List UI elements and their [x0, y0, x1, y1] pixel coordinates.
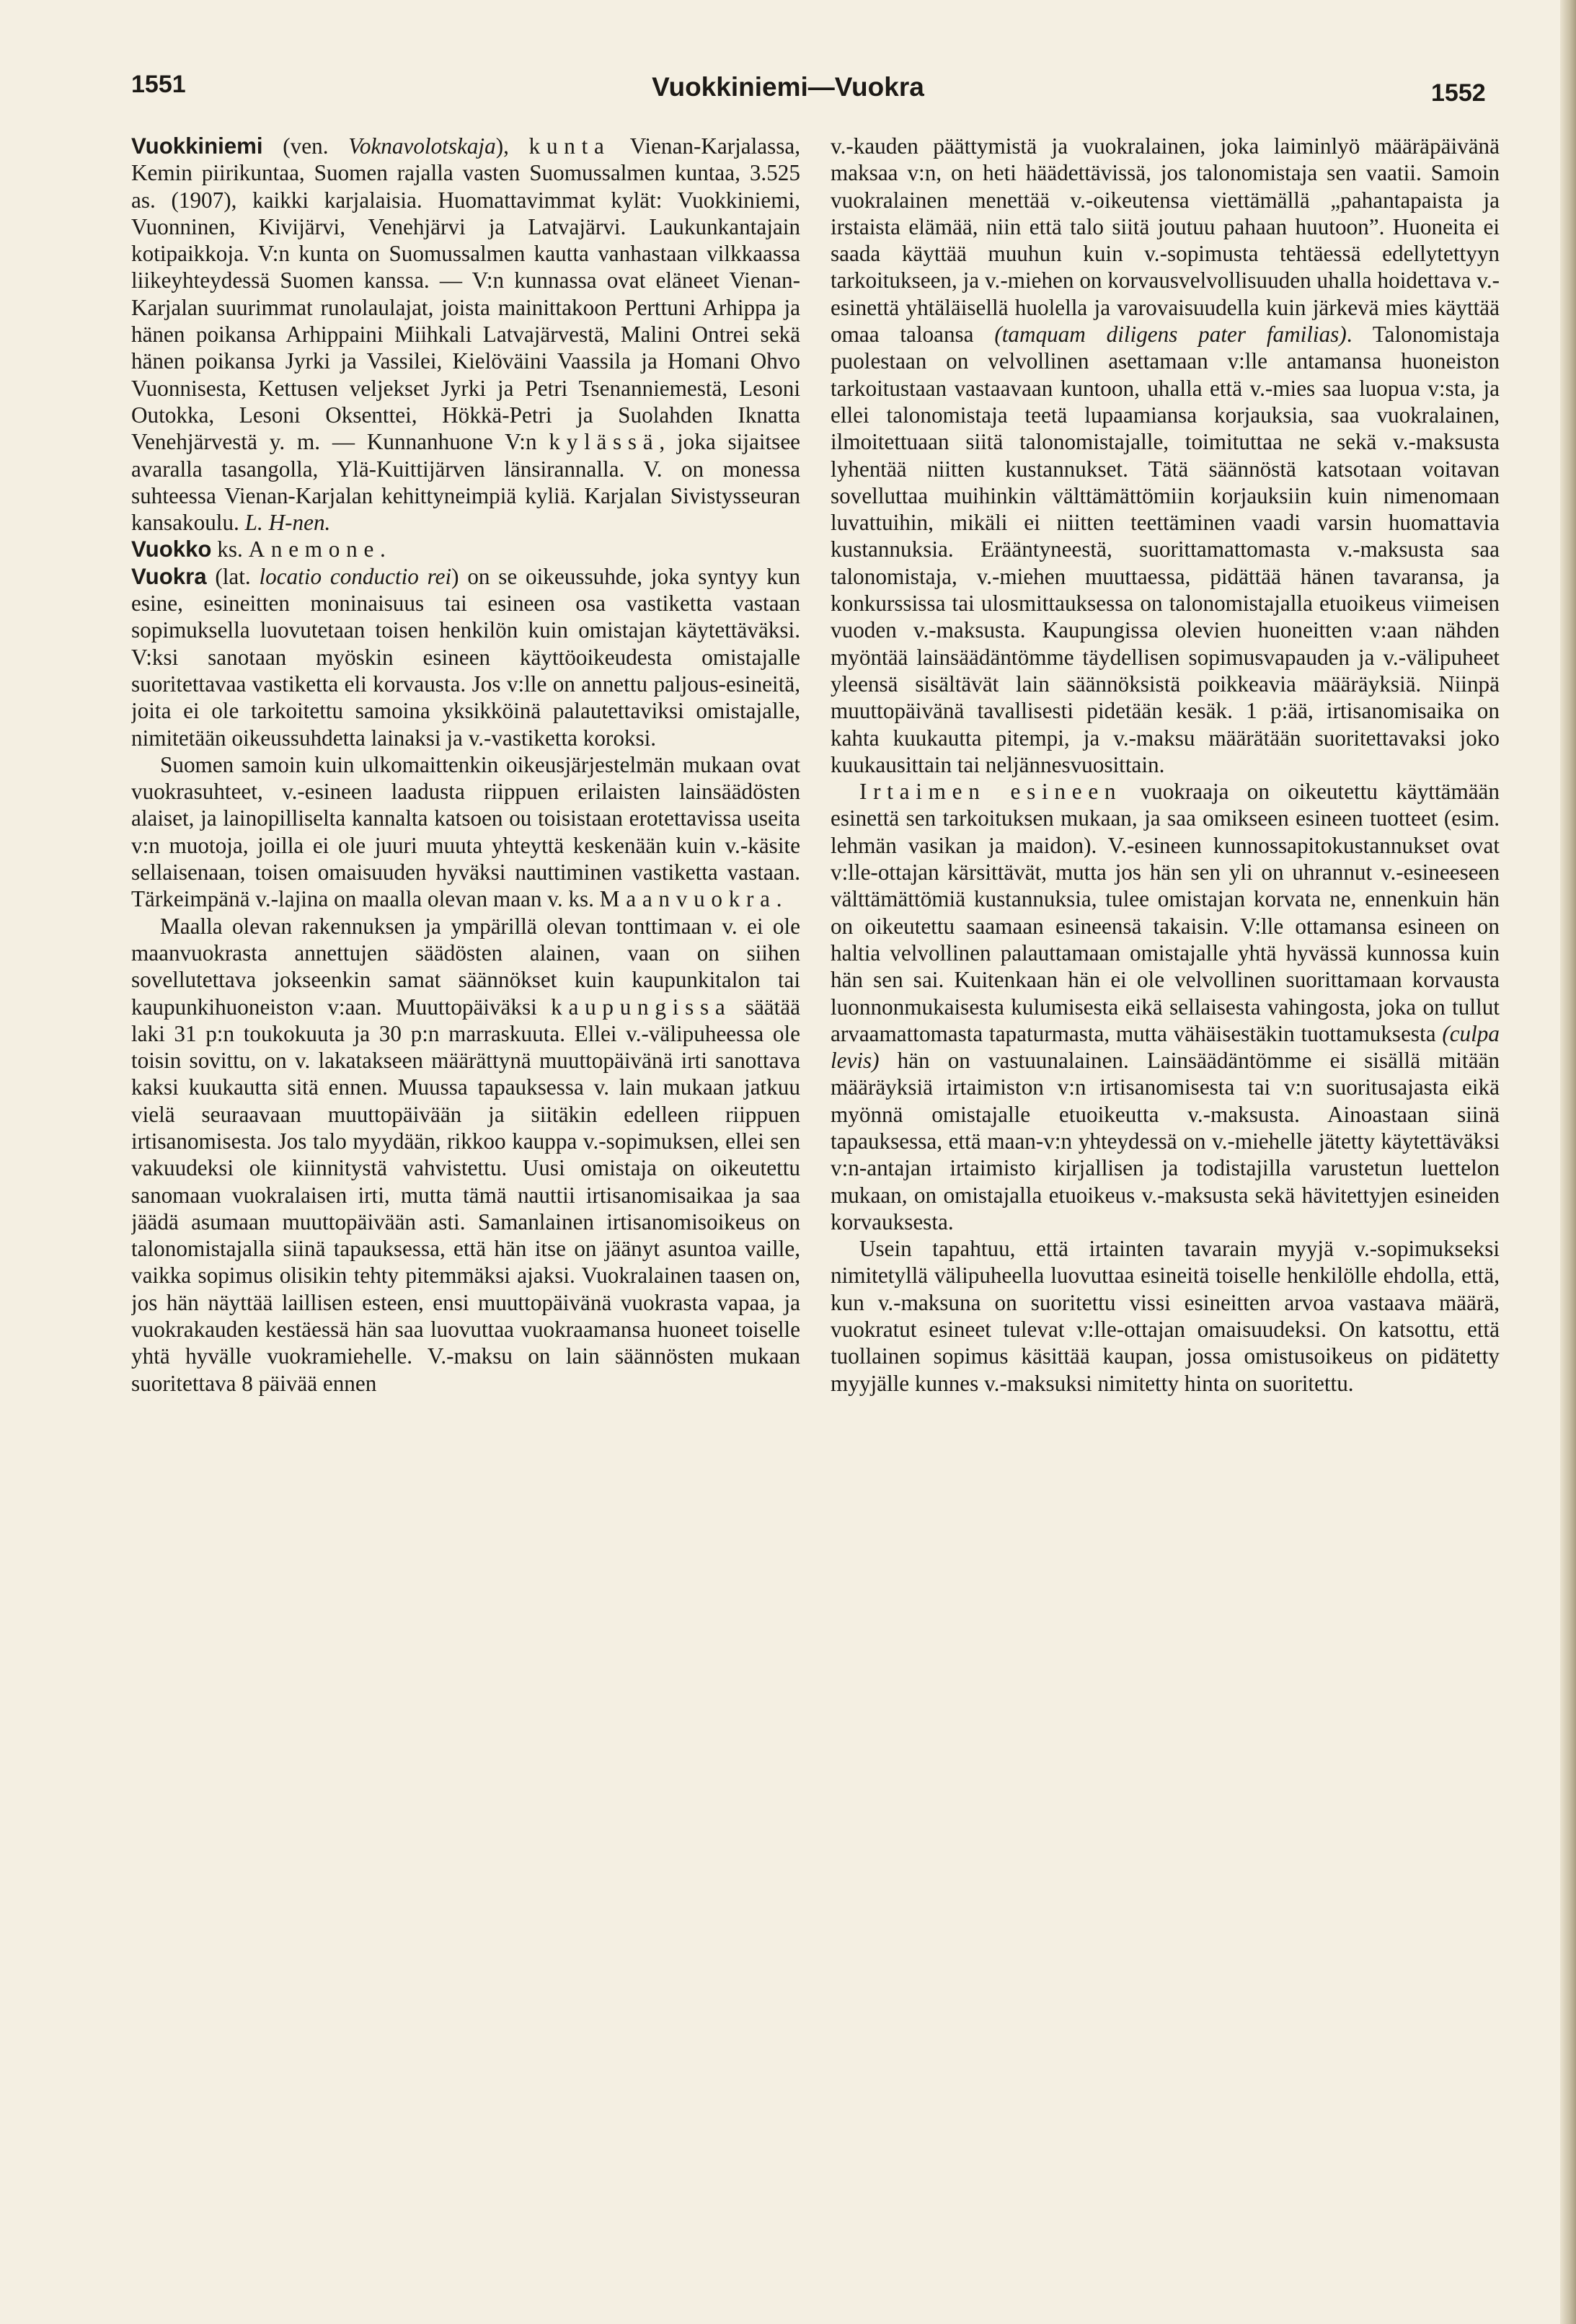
scan-page-edge	[1560, 0, 1576, 2324]
paragraph: Maalla olevan rakennuksen ja ympärillä olevan tonttimaan v. ei ole maanvuokrasta annettujen säädösten alainen, vaan on siihen sovellutettava jokseenkin samat säännökset kuin kaupunkitalon tai kaupunkihuoneiston v:aan. Muuttopäiväksi kaupungissa säätää laki 31 p:n toukokuuta ja 30 p:n marraskuuta. Ellei v.-välipuheessa ole toisin sovittu, on v. lakatakseen määrättynä muuttopäivänä irti sanottava kaksi kuukautta sitä ennen. Muussa tapauksessa v. lain mukaan jatkuu vielä seuraavaan muuttopäivään ja siitäkin edelleen riippuen irtisanomisesta. Jos talo myydään, rikkoo kauppa v.-sopimuksen, ellei sen vakuudeksi ole kiinnitystä vahvistettu. Uusi omistaja on oikeutettu sanomaan vuokralaisen irti, mutta tämä nauttii irtisanomisaikaa ja saa jäädä asumaan muuttopäivään asti. Samanlainen irtisanomisoikeus on talonomistajalla siinä tapauksessa, että hän itse on jäänyt asuntoa vaille, vaikka sopimus olisikin tehty pitemmäksi ajaksi. Vuokralainen taasen on, jos hän näyttää laillisen esteen, ensi muuttopäivänä vuokrasta vapaa, ja vuokrakauden kestäessä hän saa luovuttaa vuokraamansa huoneet toiselle yhtä hyvälle vuokramiehelle. V.-maksu on lain säännösten mukaan suoritettava 8 päivää ennen	[131, 913, 800, 1396]
cross-reference: Anemone.	[248, 536, 392, 562]
page-number-left: 1551	[131, 71, 186, 98]
paragraph: Usein tapahtuu, että irtainten tavarain myyjä v.-sopimukseksi nimitetyllä välipuheella luovuttaa esineitä toiselle henkilölle ehdolla, että, kun v.-maksuna on suoritettu vissi esineitten arvoa vastaava määrä, vuokratut esineet tulevat v:lle-ottajan omaisuudeksi. On katsottu, että tuollainen sopimus käsittää kaupan, jossa omistusoikeus on pidätetty myyjälle kunnes v.-maksuksi nimitetty hinta on suoritettu.	[831, 1236, 1500, 1396]
entry-vuokra: Vuokra (lat. locatio conductio rei) on se oikeussuhde, joka syntyy kun esine, esineitten moninaisuus tai esineen osa vastiketta vastaan sopimuksella luovutetaan toisen henkilön kuin omistajan käytettäväksi. V:ksi sanotaan myöskin esineen käyttöoikeudesta omistajalle suoritettavaa vastiketta eli korvausta. Jos v:lle on annettu paljous-esineitä, joita ei ole tarkoitettu samoina yksikköinä palautettaviksi omistajalle, nimitetään oikeussuhdetta lainaksi ja v.-vastiketta koroksi.	[131, 563, 800, 751]
author-signature: L. H-nen.	[244, 510, 331, 536]
paragraph: v.-kauden päättymistä ja vuokralainen, joka laiminlyö määräpäivänä maksaa v:n, on heti häädettävissä, jos talonomistaja sen vaatii. Samoin vuokralainen menettää v.-oikeutensa viettämällä „pahantapaista ja irstaista elämää, niin että talo siitä joutuu pahaan huutoon”. Huoneita ei saada käyttää muuhun kuin v.-sopimusta tehtäessä edellytettyyn tarkoitukseen, ja v.-miehen on korvausvelvollisuuden uhalla hoidettava v.-esinettä yhtäläisellä huolella ja varovaisuudella kuin järkevä mies käyttää omaa taloansa (tamquam diligens pater familias). Talonomistaja puolestaan on velvollinen asettamaan v:lle antamansa huoneiston tarkoitustaan vastaavaan kuntoon, uhalla että v.-mies saa luopua v:sta, ja ellei talonomistaja teetä lupaamiansa korjauksia, saa vuokralainen, ilmoitettuaan siitä talonomistajalle, toimituttaa ne sekä v.-maksusta lyhentää niitten kustannukset. Tätä säännöstä katsotaan voitavan sovelluttaa muihinkin välttämättömiin korjauksiin kuin nimenomaan luvattuihin, mikäli ei niitten teettäminen vaadi varsin huomattavia kustannuksia. Erääntyneestä, suorittamattomasta v.-maksusta saa talonomistaja, v.-miehen muuttaessa, pidättää hänen tavaransa, ja konkurssissa tai ulosmittauksessa on talonomistajalla etuoikeus viimeisen vuoden v.-maksusta. Kaupungissa olevien huoneitten v:aan nähden myöntää lainsäädäntömme täydellisen sopimusvapauden ja v.-välipuheet yleensä sisältävät lain säännöksistä poikkeavia määräyksiä. Niinpä muuttopäivänä tavallisesti pidetään kesäk. 1 p:ää, irtisanomisaika on kahta kuukautta pitempi, ja v.-maksu määrätään suoritettavaksi joko kuukausittain tai neljännesvuosittain.	[831, 133, 1500, 777]
left-column	[131, 133, 800, 2281]
running-title: Vuokkiniemi—Vuokra	[652, 72, 924, 102]
headword-vuokkiniemi: Vuokkiniemi	[131, 133, 263, 159]
page-number-right: 1552	[1431, 79, 1486, 107]
paragraph: Irtaimen esineen vuokraaja on oikeutettu käyttämään esinettä sen tarkoituksen mukaan, ja saa omikseen esineen tuotteet (esim. lehmän vasikan ja maidon). V.-esineen kunnossapitokustannukset ovat v:lle-ottajan kärsittävät, mutta jos hän sen yli on uhrannut v.-esineeseen välttämättömiä kustannuksia, tulee omistajan korvata ne, ennenkuin hän on oikeutettu saamaan esineensä takaisin. V:lle ottamansa esineen on haltia velvollinen palauttamaan omistajalle yhtä hyvässä kunnossa kuin hän sen sai. Kuitenkaan hän ei ole velvollinen suorittamaan korvausta luonnonmukaisesta kulumisesta eikä sellaisesta vahingosta, joka on tullut arvaamattomasta tapaturmasta, mutta vähäisestäkin tuottamuksesta (culpa levis) hän on vastuunalainen. Lainsäädäntömme ei sisällä mitään määräyksiä irtaimiston v:n irtisanomisesta tai v:n suoritusajasta eikä myönnä omistajalle etuoikeutta v.-maksusta. Ainoastaan siinä tapauksessa, että maan-v:n yhteydessä on v.-miehelle jätetty käytettäväksi v:n-antajan irtaimisto kirjallisen ja todistajilla varustetun luettelon mukaan, on omistajalla etuoikeus v.-maksusta sekä hävitettyjen esineiden korvauksesta.	[831, 779, 1500, 1234]
page-header	[0, 71, 1576, 121]
headword-vuokra: Vuokra	[131, 563, 207, 589]
paragraph: Suomen samoin kuin ulkomaittenkin oikeusjärjestelmän mukaan ovat vuokrasuhteet, v.-esineen laadusta riippuen erilaisten lainsäädösten alaiset, ja lainopilliselta kannalta katsoen ou toisistaan erotettavissa useita v:n muotoja, joilla ei ole juuri muuta yhteyttä keskenään kuin v.-käsite sellaisenaan, toisen omaisuuden hyväksi nauttiminen vastiketta vastaan. Tärkeimpänä v.-lajina on maalla olevan maan v. ks. Maanvuokra.	[131, 751, 800, 912]
entry-vuokko: Vuokko ks. Anemone.	[131, 536, 392, 562]
headword-vuokko: Vuokko	[131, 536, 212, 562]
right-column	[831, 133, 1500, 2281]
entry-vuokkiniemi: Vuokkiniemi (ven. Voknavolotskaja), kunta Vienan-Karjalassa, Kemin piirikuntaa, Suomen rajalla vasten Suomussalmen kuntaa, 3.525 as. (1907), kaikki karjalaisia. Huomattavimmat kylät: Vuokkiniemi, Vuonninen, Kivijärvi, Venehjärvi ja Latvajärvi. Laukunkantajain kotipaikkoja. V:n kunta on Suomussalmen kautta vanhastaan vilkkaassa liikeyhteydessä Suomen kanssa. — V:n kunnassa ovat eläneet Vienan-Karjalan suurimmat runolaulajat, joista mainittakoon Perttuni Arhippa ja hänen poikansa Arhippaini Miihkali Latvajärvestä, Malini Ontrei sekä hänen poikansa Jyrki ja Vassilei, Kielöväini Vaassila ja Homani Ohvo Vuonnisesta, Kettusen veljekset Jyrki ja Petri Tsenanniemestä, Lesoni Outokka, Lesoni Oksenttei, Hökkä-Petri ja Suolahden Iknatta Venehjärvestä y. m. — Kunnanhuone V:n kylässä, joka sijaitsee avaralla tasangolla, Ylä-Kuittijärven länsirannalla. V. on monessa suhteessa Vienan-Karjalan kehittyneimpiä kyliä. Karjalan Sivistysseuran kansakoulu. L. H-nen.	[131, 133, 800, 536]
cross-reference: Maanvuokra.	[599, 886, 789, 912]
